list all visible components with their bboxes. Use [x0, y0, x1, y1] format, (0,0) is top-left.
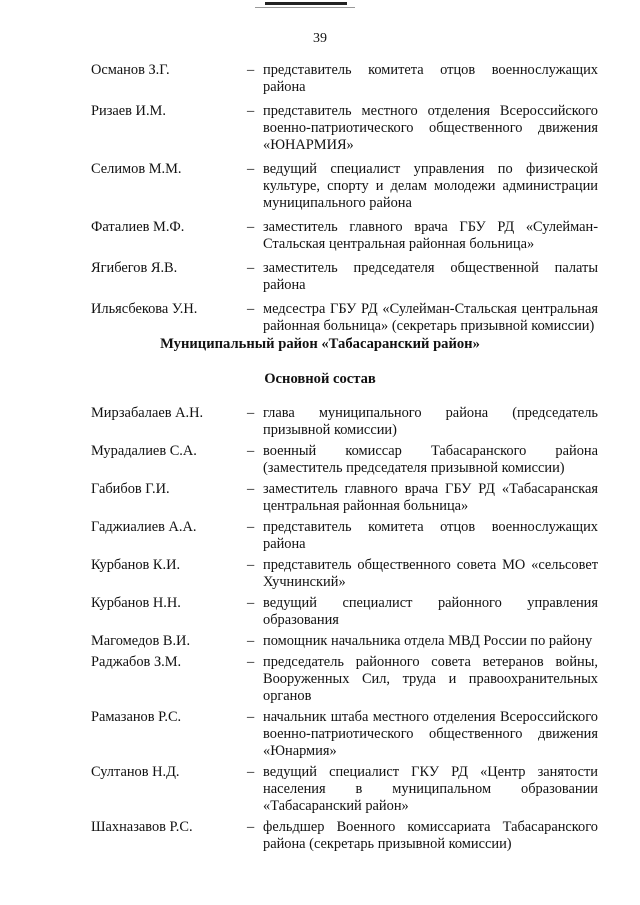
member-role: заместитель председателя общественной палаты района	[263, 260, 598, 293]
member-name: Фаталиев М.Ф.	[91, 219, 185, 235]
member-name: Магомедов В.И.	[91, 633, 191, 649]
member-name: Султанов Н.Д.	[91, 764, 180, 780]
dash-separator: –	[247, 405, 255, 421]
member-name: Шахназавов Р.С.	[91, 819, 193, 835]
member-row	[0, 633, 640, 650]
member-row	[0, 443, 640, 477]
scan-artifact-line	[255, 7, 355, 8]
dash-separator: –	[247, 633, 255, 649]
member-role: военный комиссар Табасаранского района (заместитель председателя призывной комиссии)	[263, 443, 598, 476]
member-role: заместитель главного врача ГБУ РД «Сулейман-Стальская центральная районная больница»	[263, 219, 598, 252]
member-row	[0, 103, 640, 154]
member-row	[0, 62, 640, 96]
composition-heading: Основной состав	[264, 371, 376, 387]
member-name: Ризаев И.М.	[91, 103, 166, 119]
member-role: ведущий специалист ГКУ РД «Центр занятости населения в муниципальном образовании «Табасаранский район»	[263, 764, 598, 814]
member-name: Селимов М.М.	[91, 161, 182, 177]
commission-members-list-continued	[0, 62, 640, 335]
dash-separator: –	[247, 595, 255, 611]
tabasaran-commission-members-list	[0, 405, 640, 853]
member-name: Мурадалиев С.А.	[91, 443, 197, 459]
member-row	[0, 219, 640, 253]
dash-separator: –	[247, 519, 255, 535]
member-role: председатель районного совета ветеранов войны, Вооруженных Сил, труда и правоохранительных органов	[263, 654, 598, 704]
member-role: заместитель главного врача ГБУ РД «Табасаранская центральная районная больница»	[263, 481, 598, 514]
member-row	[0, 557, 640, 591]
member-row	[0, 764, 640, 815]
member-role: представитель местного отделения Всероссийского военно-патриотического общественного движения «ЮНАРМИЯ»	[263, 103, 598, 153]
dash-separator: –	[247, 103, 255, 119]
member-role: ведущий специалист районного управления образования	[263, 595, 598, 628]
page-number: 39	[313, 31, 327, 46]
dash-separator: –	[247, 654, 255, 670]
member-role: медсестра ГБУ РД «Сулейман-Стальская центральная районная больница» (секретарь призывной комиссии)	[263, 301, 598, 334]
member-name: Гаджиалиев А.А.	[91, 519, 197, 535]
dash-separator: –	[247, 764, 255, 780]
member-name: Рамазанов Р.С.	[91, 709, 182, 725]
member-row	[0, 709, 640, 760]
dash-separator: –	[247, 709, 255, 725]
member-name: Мирзабалаев А.Н.	[91, 405, 204, 421]
member-role: глава муниципального района (председатель призывной комиссии)	[263, 405, 598, 438]
member-role: представитель комитета отцов военнослужащих района	[263, 62, 598, 95]
member-row	[0, 161, 640, 212]
scan-artifact	[265, 2, 347, 5]
dash-separator: –	[247, 62, 255, 78]
member-name: Габибов Г.И.	[91, 481, 170, 497]
member-row	[0, 654, 640, 705]
member-role: помощник начальника отдела МВД России по району	[263, 633, 593, 649]
district-heading: Муниципальный район «Табасаранский район»	[160, 336, 480, 352]
member-row	[0, 819, 640, 853]
dash-separator: –	[247, 819, 255, 835]
dash-separator: –	[247, 481, 255, 497]
dash-separator: –	[247, 161, 255, 177]
member-name: Ильясбекова У.Н.	[91, 301, 198, 317]
member-role: начальник штаба местного отделения Всероссийского военно-патриотического общественного движения «Юнармия»	[263, 709, 598, 759]
member-row	[0, 519, 640, 553]
member-row	[0, 260, 640, 294]
member-name: Раджабов З.М.	[91, 654, 182, 670]
member-name: Ягибегов Я.В.	[91, 260, 178, 276]
member-row	[0, 595, 640, 629]
member-row	[0, 481, 640, 515]
dash-separator: –	[247, 301, 255, 317]
member-role: ведущий специалист управления по физической культуре, спорту и делам молодежи администрации муниципального района	[263, 161, 598, 211]
member-role: фельдшер Военного комиссариата Табасаранского района (секретарь призывной комиссии)	[263, 819, 598, 852]
dash-separator: –	[247, 443, 255, 459]
member-name: Курбанов Н.Н.	[91, 595, 181, 611]
member-role: представитель общественного совета МО «сельсовет Хучнинский»	[263, 557, 598, 590]
member-name: Курбанов К.И.	[91, 557, 181, 573]
dash-separator: –	[247, 557, 255, 573]
dash-separator: –	[247, 219, 255, 235]
member-role: представитель комитета отцов военнослужащих района	[263, 519, 598, 552]
member-name: Османов З.Г.	[91, 62, 170, 78]
dash-separator: –	[247, 260, 255, 276]
member-row	[0, 301, 640, 335]
member-row	[0, 405, 640, 439]
